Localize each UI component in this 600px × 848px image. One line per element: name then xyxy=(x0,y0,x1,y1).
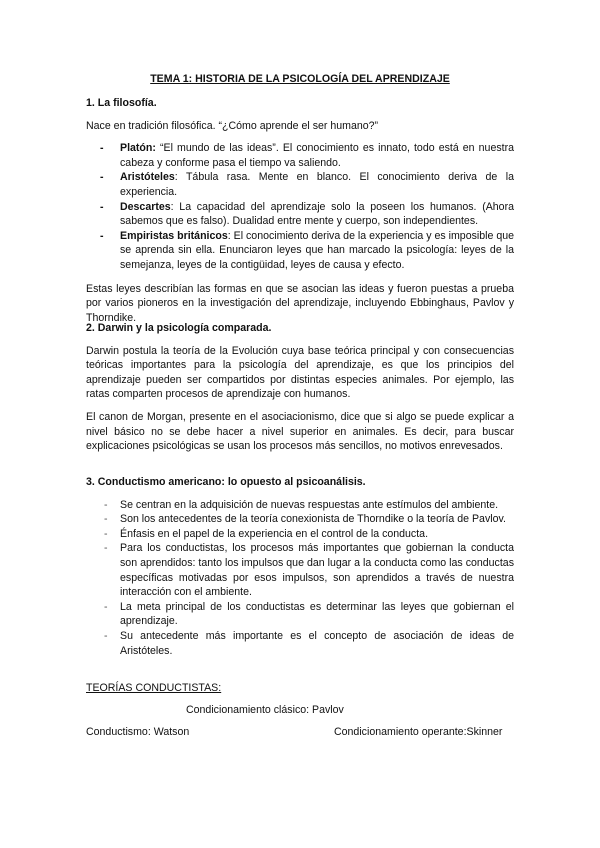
section-1-intro: Nace en tradición filosófica. “¿Cómo aprende el ser humano?” xyxy=(86,119,379,132)
item-text: La meta principal de los conductistas es determinar las leyes que gobiernan el aprendizaje. xyxy=(120,600,514,628)
section-1-closing: Estas leyes describían las formas en que se asocian las ideas y fueron puestas a prueba por varios pioneros en la investigación del aprendizaje, incluyendo Ebbinghaus, Pavlov y Thorndike. xyxy=(86,282,514,324)
theories-heading: TEORÍAS CONDUCTISTAS: xyxy=(86,682,222,694)
theory-operant: Condicionamiento operante:Skinner xyxy=(334,726,503,738)
section-2 xyxy=(86,321,514,454)
item-text: Se centran en la adquisición de nuevas respuestas ante estímulos del ambiente. xyxy=(120,498,499,511)
list-item xyxy=(86,200,514,229)
bullet-dash: - xyxy=(104,600,108,613)
section-2-paragraph-1: Darwin postula la teoría de la Evolución cuya base teórica principal y con consecuencias teóricas importantes para la psicología del aprendizaje, es que los principios del aprendizaje pueden ser compartidos por distintas especies animales. Por ejemplo, las ratas comparten procesos de aprendizaje con humanos. xyxy=(86,344,514,401)
section-3 xyxy=(86,475,514,658)
bullet-dash: - xyxy=(100,171,104,184)
list-item xyxy=(86,512,514,527)
bullet-dash: - xyxy=(100,229,104,242)
item-text: Su antecedente más importante es el concepto de asociación de ideas de Aristóteles. xyxy=(120,629,514,657)
bullet-dash: - xyxy=(104,527,108,540)
theory-classical: Condicionamiento clásico: Pavlov xyxy=(186,704,344,716)
section-1 xyxy=(86,96,514,325)
list-item xyxy=(86,600,514,629)
item-text: Son los antecedentes de la teoría conexionista de Thorndike o la teoría de Pavlov. xyxy=(120,513,506,526)
item-text: Para los conductistas, los procesos más importantes que gobiernan la conducta son aprendidos: tanto los impulsos que dan lugar a la conducta como las conductas específicas motivadas por esos impulsos, son aprendidos a través de nuestra interacción con el ambiente. xyxy=(120,542,514,599)
section-3-heading: 3. Conductismo americano: lo opuesto al psicoanálisis. xyxy=(86,476,366,488)
theory-watson: Conductismo: Watson xyxy=(86,726,190,738)
section-2-paragraph-2: El canon de Morgan, presente en el asociacionismo, dice que si algo se puede explicar a nivel básico no se debe hacer a nivel superior en animales. Es decir, para buscar explicaciones psicológicas se usan los procesos más sencillos, no motivos enrevesados. xyxy=(86,410,514,453)
item-term: Aristóteles xyxy=(120,171,175,184)
section-1-heading: 1. La filosofía. xyxy=(86,97,157,109)
item-term: Empiristas británicos xyxy=(120,229,228,242)
item-term: Platón: xyxy=(120,142,156,155)
item-text: : La capacidad del aprendizaje solo la poseen los humanos. (Ahora sabemos que es falso). Dualidad entre mente y cuerpo, son independientes. xyxy=(120,200,514,228)
item-term: Descartes xyxy=(120,200,171,213)
item-text: Énfasis en el papel de la experiencia en el control de la conducta. xyxy=(120,527,429,540)
bullet-dash: - xyxy=(104,629,108,642)
page-title: TEMA 1: HISTORIA DE LA PSICOLOGÍA DEL APRENDIZAJE xyxy=(150,73,450,85)
item-text: : Tábula rasa. Mente en blanco. El conocimiento deriva de la experiencia. xyxy=(120,171,514,198)
section-2-heading: 2. Darwin y la psicología comparada. xyxy=(86,322,272,334)
bullet-dash: - xyxy=(104,513,108,526)
list-item xyxy=(86,527,514,542)
list-item xyxy=(86,541,514,599)
item-text: “El mundo de las ideas”. El conocimiento es innato, todo está en nuestra cabeza y conforme pasa el tiempo va saliendo. xyxy=(120,142,514,169)
bullet-dash: - xyxy=(104,498,108,511)
list-item xyxy=(86,229,514,273)
bullet-dash: - xyxy=(100,142,104,155)
list-item xyxy=(86,170,514,199)
list-item xyxy=(86,141,514,170)
list-item xyxy=(86,629,514,658)
philosophers-list xyxy=(86,141,514,272)
bullet-dash: - xyxy=(104,542,108,555)
list-item xyxy=(86,498,514,513)
conductism-list xyxy=(86,498,514,659)
bullet-dash: - xyxy=(100,200,104,213)
item-text: : El conocimiento deriva de la experiencia y es imposible que se aprenda sin ella. Enunciaron leyes que han marcado la psicología: leyes de la semejanza, leyes de la contigüidad, leyes de causa y efecto. xyxy=(120,229,514,271)
